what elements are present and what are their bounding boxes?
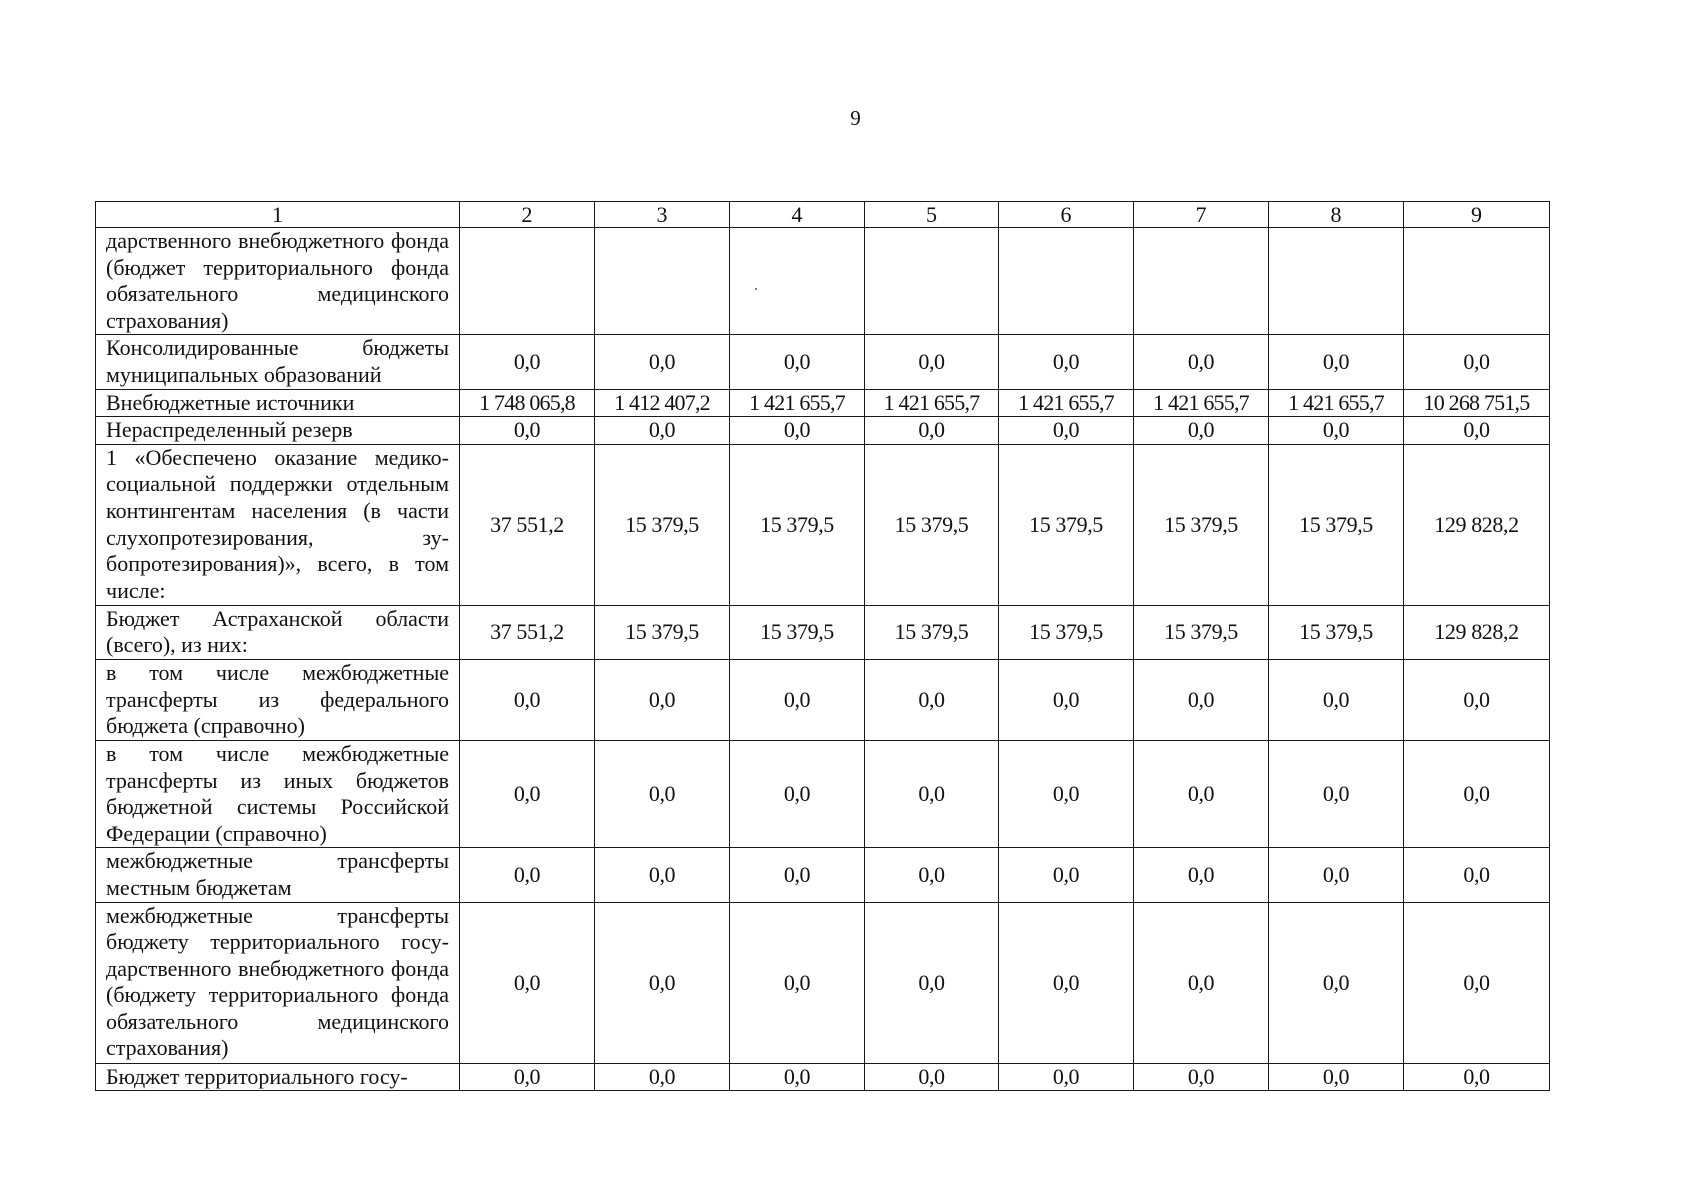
value-cell: 0,0 [1269, 335, 1404, 389]
table-body [96, 228, 1550, 1091]
value-cell: 0,0 [999, 1063, 1134, 1091]
value-cell: 15 379,5 [865, 444, 999, 605]
header-cell: 5 [865, 202, 999, 228]
value-cell: 1 421 655,7 [999, 389, 1134, 417]
value-cell: 0,0 [1269, 740, 1404, 847]
header-cell: 1 [96, 202, 460, 228]
table-row [96, 605, 1550, 659]
value-cell: 0,0 [1134, 659, 1269, 740]
value-cell: 0,0 [999, 740, 1134, 847]
value-cell: 0,0 [1404, 417, 1550, 445]
row-label: межбюджетные трансферты бюджету территориального государственного внебюджетного фонда (бюджету территориального фонда обязательного медицинского страхования) [96, 902, 460, 1063]
value-cell: 10 268 751,5 [1404, 389, 1550, 417]
value-cell: 15 379,5 [730, 605, 865, 659]
row-label: Консолидированные бюджеты муниципальных образований [96, 335, 460, 389]
value-cell: 0,0 [595, 902, 730, 1063]
value-cell: 15 379,5 [1269, 605, 1404, 659]
value-cell: 0,0 [1134, 848, 1269, 902]
value-cell [460, 228, 595, 335]
value-cell: 0,0 [1134, 902, 1269, 1063]
value-cell: 0,0 [1269, 659, 1404, 740]
value-cell: 1 421 655,7 [730, 389, 865, 417]
value-cell: 0,0 [595, 740, 730, 847]
row-label: в том числе межбюджетные трансферты из федерального бюджета (справочно) [96, 659, 460, 740]
row-label: дарственного внебюджетного фонда (бюджет территориального фонда обязательного медицинского страхования) [96, 228, 460, 335]
value-cell: 0,0 [999, 335, 1134, 389]
value-cell [1269, 228, 1404, 335]
header-cell: 6 [999, 202, 1134, 228]
value-cell: 129 828,2 [1404, 605, 1550, 659]
header-cell: 4 [730, 202, 865, 228]
value-cell: 1 748 065,8 [460, 389, 595, 417]
value-cell: 1 412 407,2 [595, 389, 730, 417]
value-cell: 0,0 [865, 1063, 999, 1091]
value-cell [865, 228, 999, 335]
value-cell: 0,0 [730, 902, 865, 1063]
value-cell: 0,0 [460, 1063, 595, 1091]
value-cell: 15 379,5 [999, 605, 1134, 659]
value-cell: 1 421 655,7 [1269, 389, 1404, 417]
value-cell: 0,0 [1404, 335, 1550, 389]
value-cell: 0,0 [999, 659, 1134, 740]
value-cell: 0,0 [865, 848, 999, 902]
header-cell: 7 [1134, 202, 1269, 228]
value-cell: 0,0 [595, 848, 730, 902]
value-cell [999, 228, 1134, 335]
value-cell: 0,0 [1404, 1063, 1550, 1091]
value-cell: 0,0 [1404, 902, 1550, 1063]
row-label: межбюджетные трансферты местным бюджетам [96, 848, 460, 902]
value-cell: 0,0 [865, 902, 999, 1063]
value-cell: 15 379,5 [865, 605, 999, 659]
value-cell: 15 379,5 [1134, 605, 1269, 659]
header-row [96, 202, 1550, 228]
value-cell: 129 828,2 [1404, 444, 1550, 605]
header-cell: 9 [1404, 202, 1550, 228]
value-cell: 0,0 [865, 417, 999, 445]
value-cell: 0,0 [730, 659, 865, 740]
table-row [96, 417, 1550, 445]
value-cell: 1 421 655,7 [865, 389, 999, 417]
value-cell: 0,0 [460, 417, 595, 445]
page-number: 9 [850, 106, 861, 130]
budget-table [95, 201, 1550, 1091]
value-cell: 0,0 [460, 659, 595, 740]
value-cell [595, 228, 730, 335]
value-cell: 0,0 [460, 335, 595, 389]
value-cell [730, 228, 865, 335]
value-cell: 0,0 [1134, 740, 1269, 847]
value-cell: 15 379,5 [730, 444, 865, 605]
value-cell [1134, 228, 1269, 335]
table-row [96, 389, 1550, 417]
value-cell: 0,0 [730, 335, 865, 389]
value-cell: 0,0 [1134, 417, 1269, 445]
value-cell: 0,0 [999, 902, 1134, 1063]
table-row [96, 1063, 1550, 1091]
value-cell: 0,0 [460, 740, 595, 847]
value-cell: 0,0 [730, 1063, 865, 1091]
value-cell: 1 421 655,7 [1134, 389, 1269, 417]
row-label: Нераспределенный резерв [96, 417, 460, 445]
row-label: 1 «Обеспечено оказание медико-социальной поддержки отдельным контингентам населения (в части слухопротезирования, зубопротезирования)», всего, в том числе: [96, 444, 460, 605]
value-cell: 0,0 [1269, 848, 1404, 902]
table-row [96, 659, 1550, 740]
value-cell: 0,0 [1269, 417, 1404, 445]
value-cell: 0,0 [595, 1063, 730, 1091]
row-label: Бюджет территориального госу- [96, 1063, 460, 1091]
value-cell: 0,0 [999, 417, 1134, 445]
value-cell: 0,0 [730, 848, 865, 902]
value-cell: 15 379,5 [595, 444, 730, 605]
value-cell: 15 379,5 [1134, 444, 1269, 605]
value-cell: 0,0 [1269, 902, 1404, 1063]
value-cell: 15 379,5 [999, 444, 1134, 605]
value-cell: 0,0 [730, 417, 865, 445]
table-row [96, 444, 1550, 605]
table-row [96, 335, 1550, 389]
table-row [96, 902, 1550, 1063]
header-cell: 3 [595, 202, 730, 228]
row-label: в том числе межбюджетные трансферты из иных бюджетов бюджетной системы Российской Федерации (справочно) [96, 740, 460, 847]
value-cell: 37 551,2 [460, 605, 595, 659]
value-cell: 0,0 [1404, 848, 1550, 902]
value-cell: 0,0 [1404, 659, 1550, 740]
value-cell: 0,0 [460, 902, 595, 1063]
value-cell: 0,0 [865, 740, 999, 847]
value-cell: 0,0 [1404, 740, 1550, 847]
value-cell: 0,0 [1134, 1063, 1269, 1091]
value-cell: 0,0 [1269, 1063, 1404, 1091]
value-cell: 0,0 [460, 848, 595, 902]
value-cell: 15 379,5 [595, 605, 730, 659]
value-cell: 37 551,2 [460, 444, 595, 605]
value-cell: 0,0 [999, 848, 1134, 902]
header-cell: 2 [460, 202, 595, 228]
value-cell: 0,0 [595, 335, 730, 389]
header-cell: 8 [1269, 202, 1404, 228]
value-cell: 0,0 [1134, 335, 1269, 389]
value-cell: 0,0 [595, 659, 730, 740]
table-row [96, 848, 1550, 902]
table-row [96, 228, 1550, 335]
value-cell: 0,0 [730, 740, 865, 847]
table-header [96, 202, 1550, 228]
value-cell: 15 379,5 [1269, 444, 1404, 605]
value-cell: 0,0 [865, 659, 999, 740]
row-label: Внебюджетные источники [96, 389, 460, 417]
value-cell: 0,0 [595, 417, 730, 445]
value-cell: 0,0 [865, 335, 999, 389]
table-row [96, 740, 1550, 847]
row-label: Бюджет Астраханской области (всего), из них: [96, 605, 460, 659]
value-cell [1404, 228, 1550, 335]
